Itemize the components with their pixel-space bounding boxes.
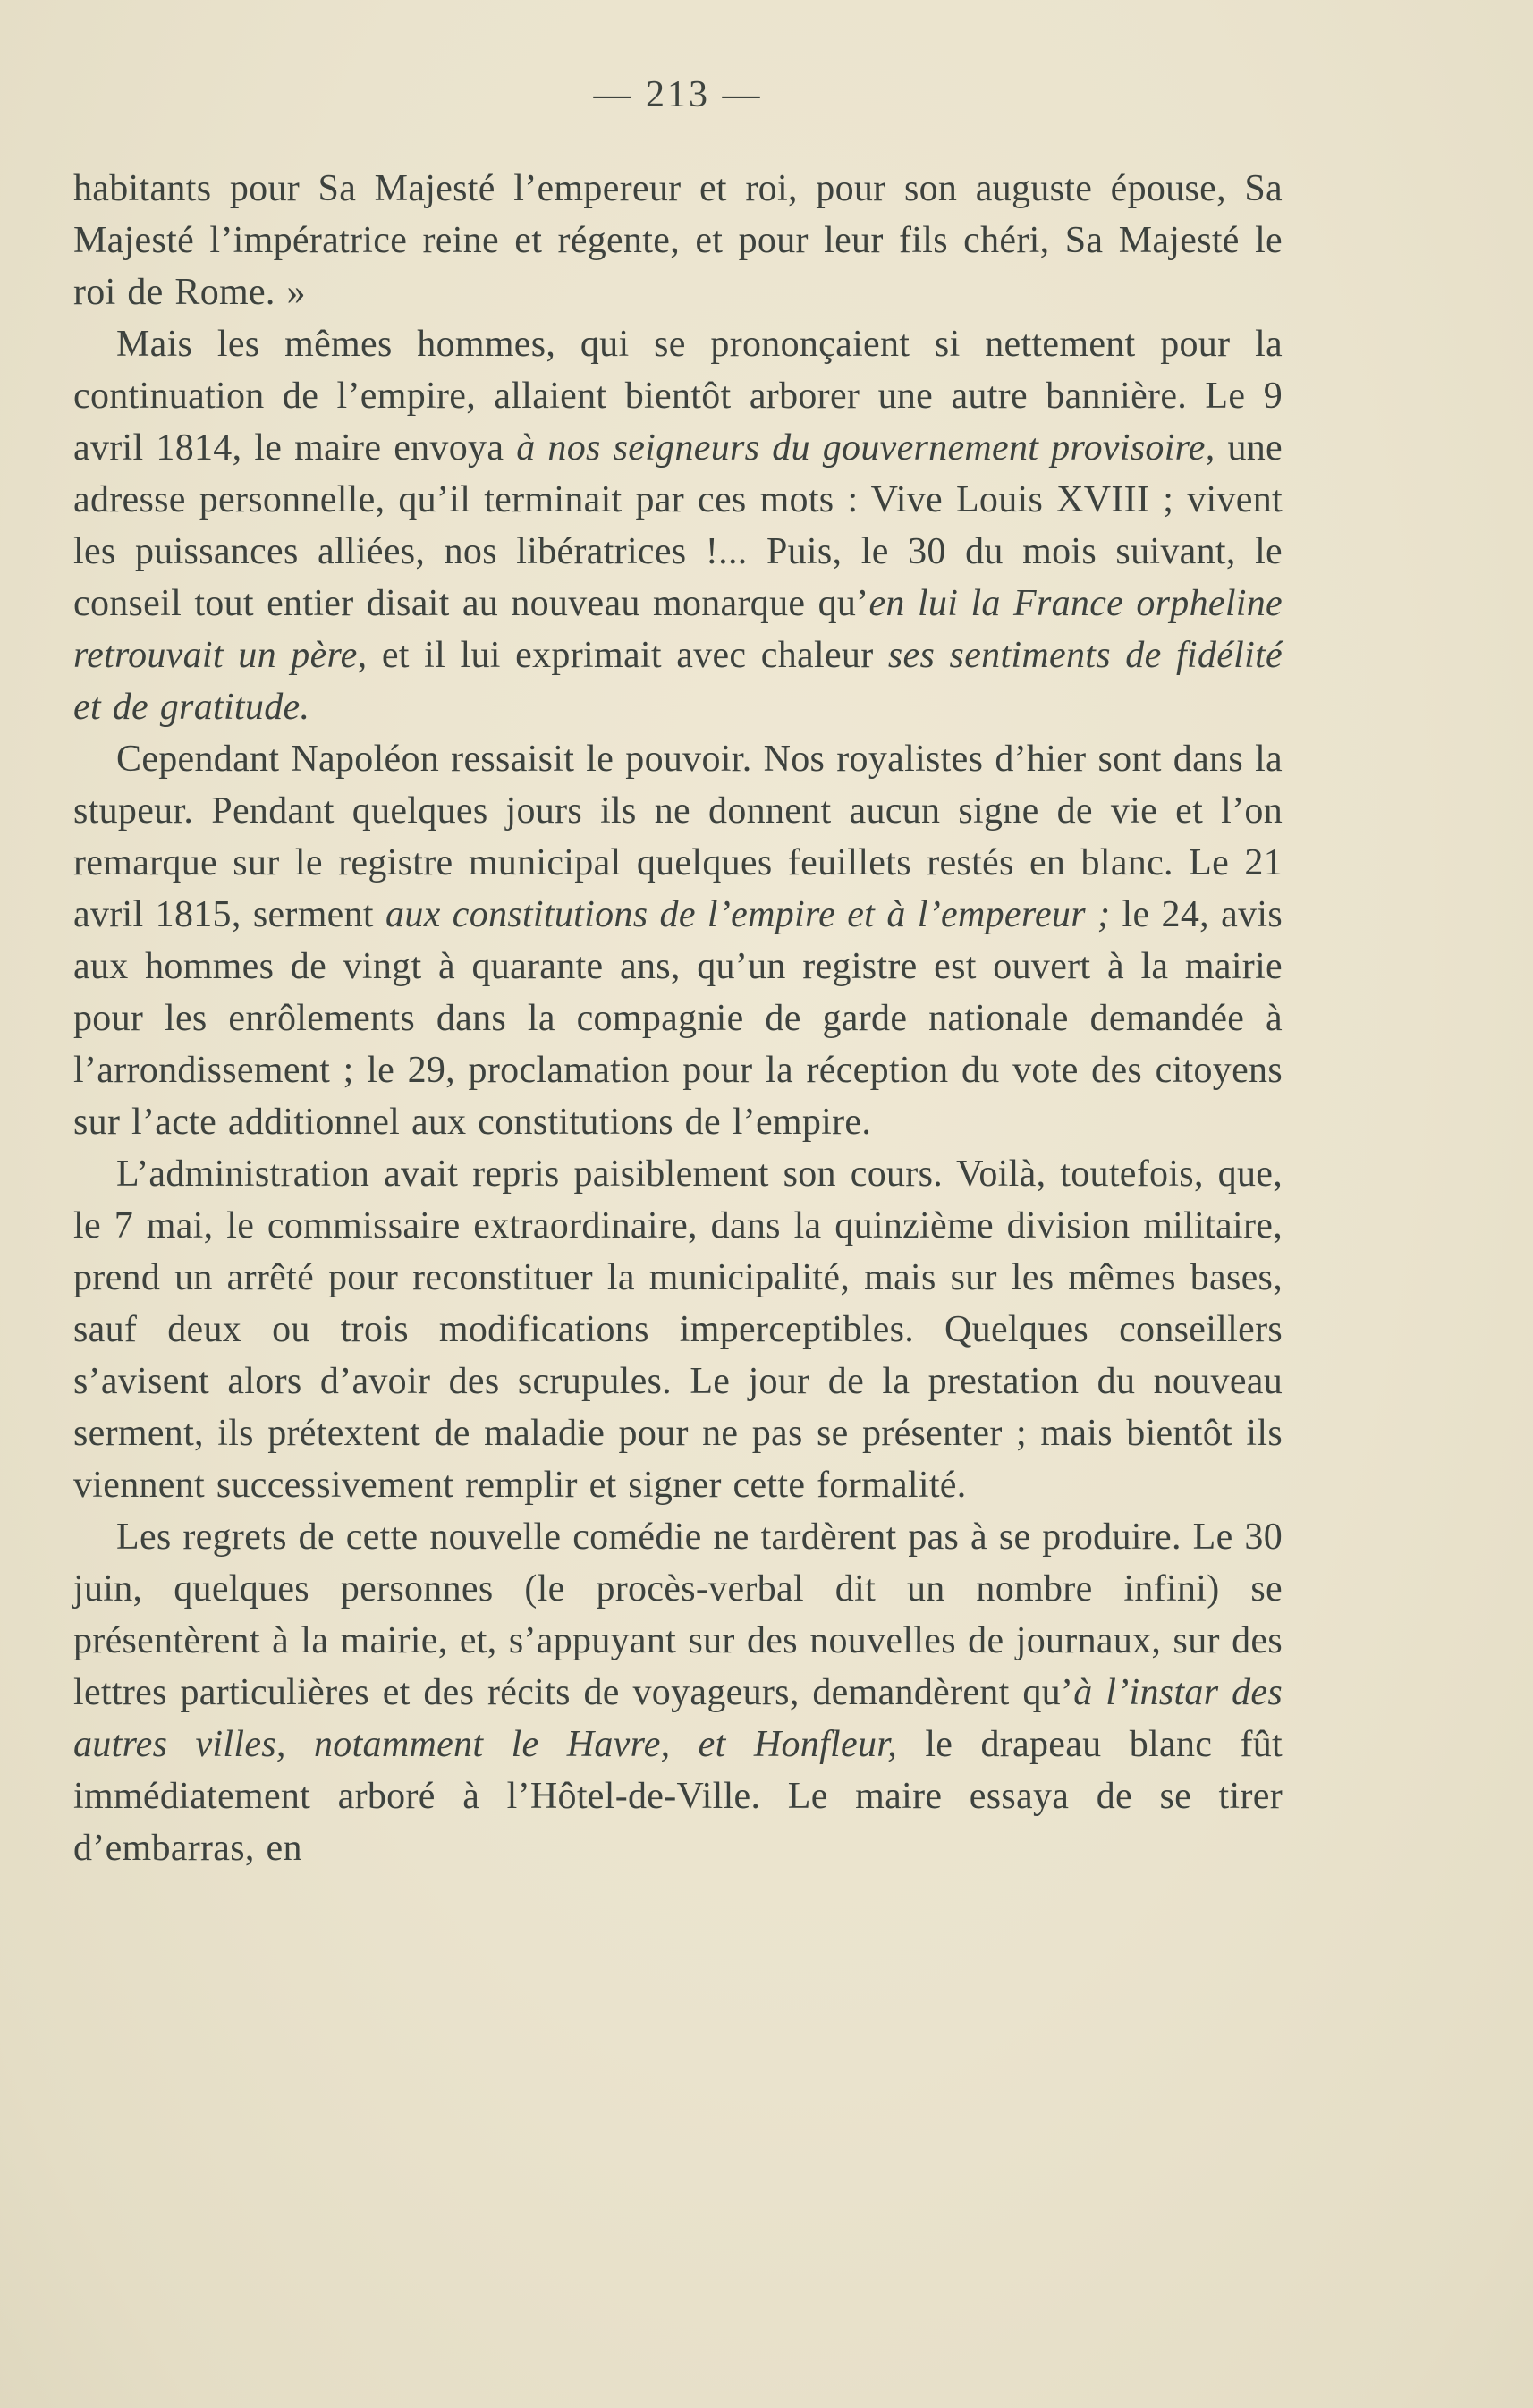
italic-run: à nos seigneurs du gouvernement provisoire, — [516, 427, 1215, 469]
italic-run: aux constitutions de l’empire et à l’empereur ; — [385, 894, 1111, 935]
text-run: Cependant Napoléon ressaisit le pouvoir. Nos royalistes d’hier sont dans la stupeur. Pendant quelques jours ils ne donnent aucun signe de vie et l’on remarque sur le registre municipal quelques feuillets restés en blanc. Le 21 avril 1815, serment — [73, 739, 1283, 935]
paragraph — [73, 1148, 1283, 1511]
italic-run: ses sentiments de fidélité et de gratitude. — [73, 635, 1283, 728]
text-run: Mais les mêmes hommes, qui se prononçaient si nettement pour la continuation de l’empire, allaient bientôt arborer une autre bannière. Le 9 avril 1814, le maire envoya — [73, 324, 1283, 469]
paragraph — [73, 733, 1283, 1148]
italic-run: à l’instar des autres villes, notamment le Havre, et Honfleur, — [73, 1672, 1283, 1765]
text-run: et il lui exprimait avec chaleur — [367, 635, 888, 676]
paragraph — [73, 318, 1283, 733]
text-block — [73, 163, 1283, 1874]
text-run: Les regrets de cette nouvelle comédie ne tardèrent pas à se produire. Le 30 juin, quelques personnes (le procès-verbal dit un nombre infini) se présentèrent à la mairie, et, s’appuyant sur des nouvelles de journaux, sur des lettres particulières et des récits de voyageurs, demandèrent qu’ — [73, 1517, 1283, 1713]
text-run: L’administration avait repris paisiblement son cours. Voilà, toutefois, que, le 7 mai, le commissaire extraordinaire, dans la quinzième division militaire, prend un arrêté pour reconstituer la municipalité, mais sur les mêmes bases, sauf deux ou trois modifications imperceptibles. Quelques conseillers s’avisent alors d’avoir des scrupules. Le jour de la prestation du nouveau serment, ils prétextent de maladie pour ne pas se présenter ; mais bientôt ils viennent successivement remplir et signer cette formalité. — [73, 1153, 1283, 1506]
paragraph — [73, 163, 1283, 318]
text-run: une adresse personnelle, qu’il terminait par ces mots : Vive Louis XVIII ; vivent les puissances alliées, nos libératrices !... Puis, le 30 du mois suivant, le conseil tout entier disait au nouveau monarque qu’ — [73, 427, 1283, 624]
paragraph — [73, 1511, 1283, 1874]
page-number: — 213 — — [593, 74, 763, 115]
text-run: le drapeau blanc fût immédiatement arboré à l’Hôtel-de-Ville. Le maire essaya de se tirer d’embarras, en — [73, 1724, 1283, 1869]
italic-run: en lui la France orpheline retrouvait un père, — [73, 583, 1283, 676]
text-run: le 24, avis aux hommes de vingt à quarante ans, qu’un registre est ouvert à la mairie pour les enrôlements dans la compagnie de garde nationale demandée à l’arrondissement ; le 29, proclamation pour la réception du vote des citoyens sur l’acte additionnel aux constitutions de l’empire. — [73, 894, 1283, 1143]
text-run: habitants pour Sa Majesté l’empereur et roi, pour son auguste épouse, Sa Majesté l’impératrice reine et régente, et pour leur fils chéri, Sa Majesté le roi de Rome. » — [73, 168, 1283, 313]
